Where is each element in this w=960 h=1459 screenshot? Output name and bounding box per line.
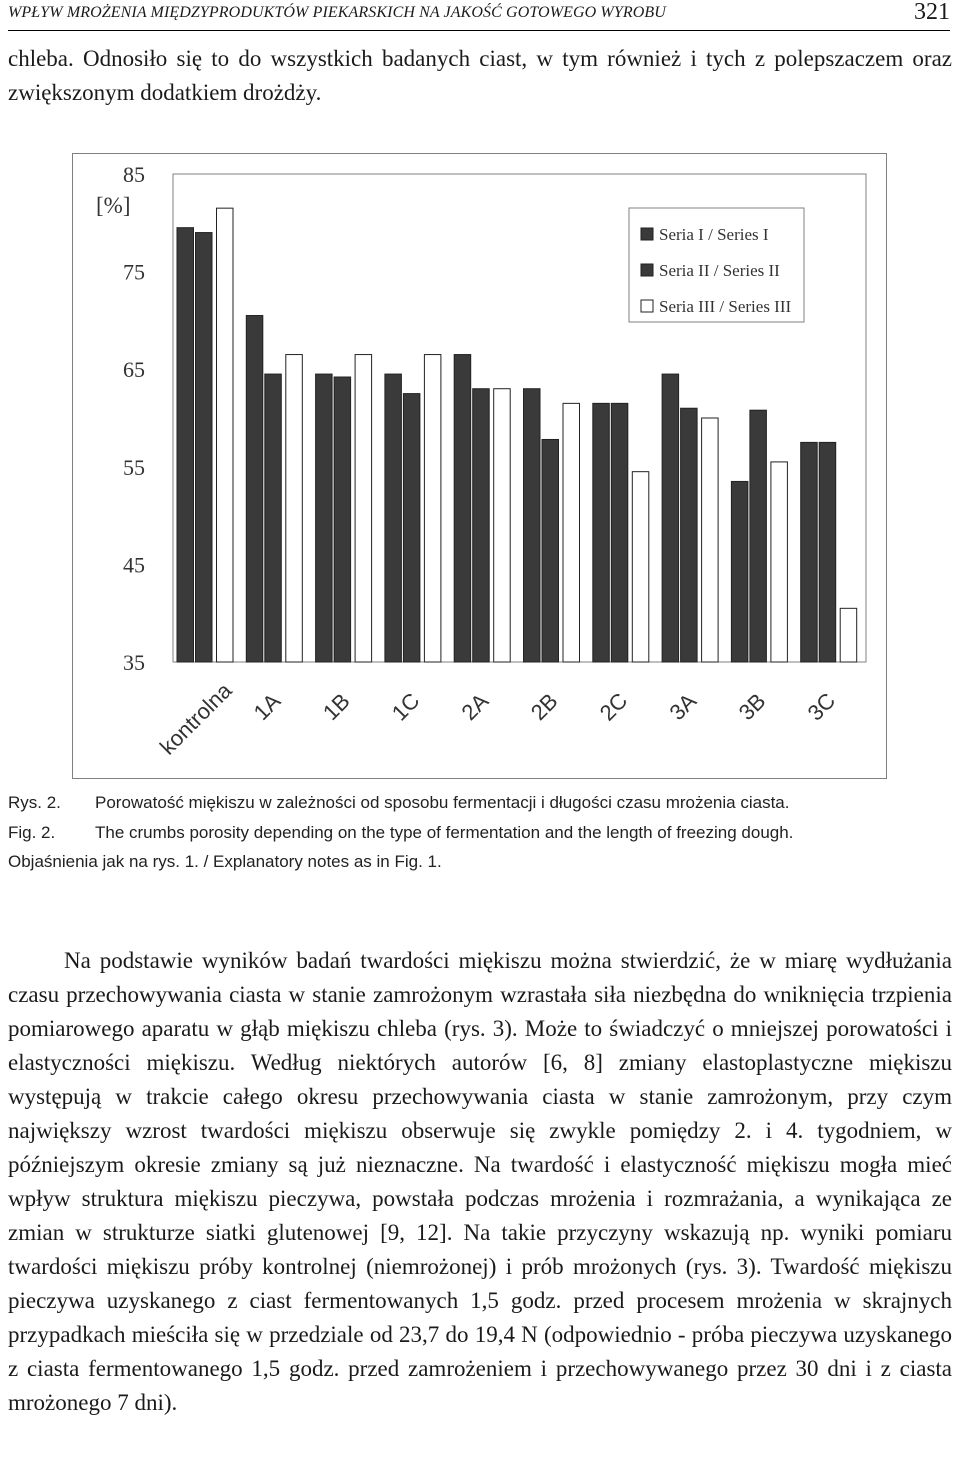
legend-entry: Seria I / Series I <box>659 225 769 244</box>
y-axis <box>96 162 145 675</box>
x-tick-label: 3B <box>733 688 771 726</box>
body-paragraph: Na podstawie wyników badań twardości miękiszu można stwierdzić, że w miarę wydłużania czasu przechowywania ciasta w stanie zamrożonym wzrastała siła niezbędna do wniknięcia trzpienia pomiarowego aparatu w głąb miękiszu chleba (rys. 3). Może to świadczyć o mniejszej porowatości i elastyczności miękiszu. Według niektórych autorów [6, 8] zmiany elastoplastyczne miękiszu występują w trakcie całego okresu przechowywania ciasta w stanie zamrożonym, przy czym największy wzrost twardości miękiszu obserwuje się zwykle pomiędzy 2. i 4. tygodniem, w późniejszym okresie zmiany są już nieznaczne. Na twardość i elastyczność miękiszu mogła mieć wpływ struktura miękiszu pieczywa, powstała podczas mrożenia i rozmrażania, a wynikająca ze zmian w strukturze siatki glutenowej [9, 12]. Na takie przyczyny wskazują np. wyniki pomiaru twardości miękiszu próby kontrolnej (niemrożonej) i prób mrożonych (rys. 3). Twardość miękiszu pieczywa uzyskanego z ciast fermentowanych 1,5 godz. przed procesem mrożenia w skrajnych przypadkach mieściła się w przedziale od 23,7 do 19,4 N (odpowiednio - próba pieczywa uzyskanego z ciasta fermentowanego 1,5 godz. przed zamrożeniem i przechowywanego przez 30 dni i z ciasta mrożonego 7 dni). <box>8 948 952 1415</box>
running-title: WPŁYW MROŻENIA MIĘDZYPRODUKTÓW PIEKARSKICH NA JAKOŚĆ GOTOWEGO WYROBU <box>8 4 666 21</box>
caption-fig-text: The crumbs porosity depending on the type of fermentation and the length of freezing dough. <box>95 823 794 842</box>
bar-3 <box>702 418 719 662</box>
bar-1 <box>246 316 262 662</box>
caption-rys <box>8 793 952 815</box>
bar-3 <box>217 208 234 662</box>
bar-2 <box>473 389 490 662</box>
caption-fig <box>8 823 952 845</box>
legend-swatch <box>641 264 653 276</box>
bar-2 <box>681 408 698 662</box>
bar-1 <box>177 228 194 662</box>
x-axis <box>155 677 840 759</box>
running-header <box>8 0 950 31</box>
legend-swatch <box>641 300 653 312</box>
page-number: 321 <box>914 0 950 25</box>
y-tick-label: 75 <box>123 259 145 285</box>
legend-swatch <box>641 228 653 240</box>
x-tick-label: 1C <box>386 687 425 726</box>
x-tick-label: kontrolna <box>154 677 237 760</box>
bar-3 <box>424 355 441 662</box>
bar-1 <box>801 442 818 662</box>
porosity-bar-chart <box>73 154 888 780</box>
y-tick-label: 35 <box>123 650 145 675</box>
bar-1 <box>731 481 748 662</box>
caption-rys-text: Porowatość miękiszu w zależności od sposobu fermentacji i długości czasu mrożenia ciasta. <box>95 793 790 812</box>
bar-3 <box>632 472 649 662</box>
legend-entry: Seria III / Series III <box>659 297 792 316</box>
caption-notes-text: Objaśnienia jak na rys. 1. / Explanatory notes as in Fig. 1. <box>8 852 442 871</box>
x-tick-label: 2A <box>456 688 494 726</box>
bar-2 <box>334 377 351 662</box>
intro-paragraph: chleba. Odnosiło się to do wszystkich badanych ciast, w tym również i tych z polepszaczem oraz zwiększonym dodatkiem drożdży. <box>8 46 952 105</box>
caption-notes <box>8 852 952 874</box>
bar-2 <box>403 394 420 662</box>
x-tick-label: 3C <box>802 687 841 726</box>
bar-1 <box>593 403 610 662</box>
bar-2 <box>196 233 213 662</box>
bar-3 <box>286 355 303 662</box>
x-tick-label: 1B <box>317 688 355 726</box>
y-tick-label: 55 <box>123 454 145 480</box>
bar-2 <box>265 374 282 662</box>
bar-3 <box>494 389 511 662</box>
bar-1 <box>454 355 471 662</box>
bar-1 <box>662 374 679 662</box>
caption-fig-label: Fig. 2. <box>8 823 56 842</box>
bar-3 <box>563 403 580 662</box>
bar-3 <box>355 355 372 662</box>
y-tick-label: 45 <box>123 552 145 578</box>
bar-2 <box>611 403 628 662</box>
y-axis-label: [%] <box>96 193 131 218</box>
bar-2 <box>542 439 559 662</box>
y-tick-label: 65 <box>123 357 145 383</box>
caption-rys-label: Rys. 2. <box>8 793 61 812</box>
bar-3 <box>771 462 788 662</box>
bar-1 <box>316 374 333 662</box>
x-tick-label: 2B <box>525 688 563 726</box>
legend-entry: Seria II / Series II <box>659 261 780 280</box>
x-tick-label: 3A <box>664 688 702 726</box>
bar-2 <box>819 442 836 662</box>
bar-1 <box>524 389 541 662</box>
bar-2 <box>750 410 767 662</box>
y-tick-label: 85 <box>123 162 145 187</box>
x-tick-label: 1A <box>248 688 286 726</box>
bar-1 <box>385 374 402 662</box>
x-tick-label: 2C <box>594 687 633 726</box>
legend <box>629 208 804 322</box>
bar-3 <box>840 608 857 662</box>
chart-frame <box>72 153 887 779</box>
